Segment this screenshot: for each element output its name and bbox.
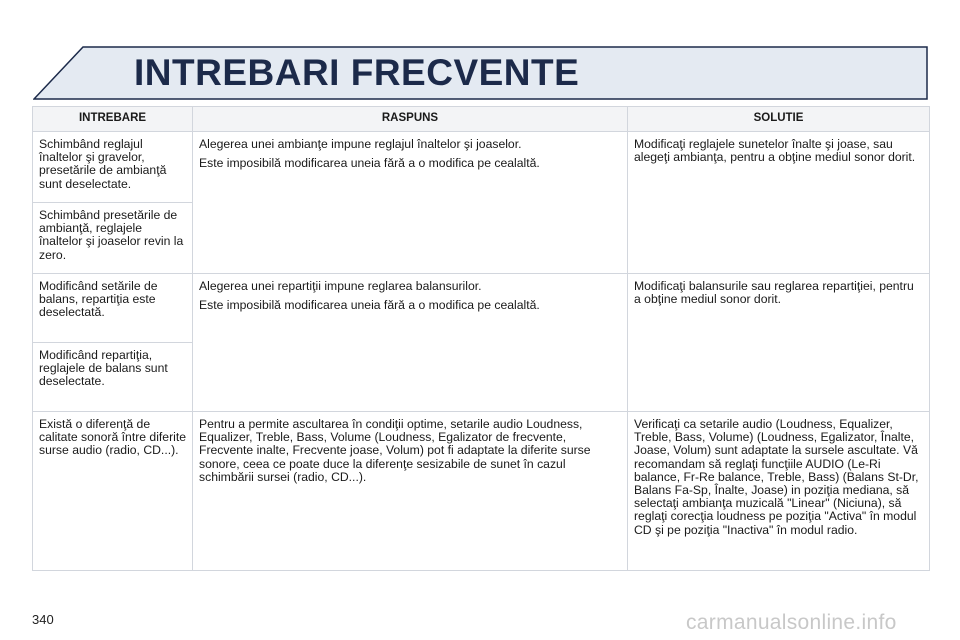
- solution-cell: [628, 412, 930, 571]
- question-cell: [33, 343, 193, 412]
- solution-cell: [628, 274, 930, 412]
- question-text: Modificând setările de balans, repartiţia este deselectată.: [39, 279, 158, 320]
- answer-cell: [193, 412, 628, 571]
- answer-text: Este imposibilă modificarea uneia fără a o modifica pe cealaltă.: [199, 156, 540, 171]
- question-text: Schimbând presetările de ambianţă, reglajele înaltelor şi joaselor revin la zero.: [39, 208, 184, 262]
- page-number: 340: [32, 612, 54, 627]
- solution-text: Modificaţi reglajele sunetelor înalte şi joase, sau alegeţi ambianţa, pentru a obţine mediul sonor dorit.: [634, 137, 916, 165]
- question-cell: [33, 274, 193, 343]
- table-header-row: [33, 107, 930, 132]
- solution-text: Verificaţi ca setarile audio (Loudness, Equalizer, Treble, Bass, Volume) (Loudness, Egalizator, Înalte, Joase, Volum) sunt adaptate la sursele ascultate. Vă recomandam să reglaţi funcţiile AUDIO (Le-Ri balance, Fr-Re balance, Treble, Bass) (Balans St-Dr, Balans Fa-Sp, Înalte, Joase) in poziţia mediana, să selectaţi ambianţa muzicală "Linear" (Niciuna), să reglaţi corecţia loudness pe poziţia "Activa" în modul CD şi pe poziţia "Inactiva" în modul radio.: [634, 417, 919, 537]
- answer-text: Alegerea unei repartiţii impune reglarea balansurilor.: [199, 279, 482, 293]
- question-text: Există o diferenţă de calitate sonoră între diferite surse audio (radio, CD...).: [39, 417, 187, 458]
- question-cell: [33, 203, 193, 274]
- answer-cell: [193, 274, 628, 412]
- answer-text: Alegerea unei ambianţe impune reglajul înaltelor şi joaselor.: [199, 137, 522, 151]
- question-text: Modificând repartiţia, reglajele de balans sunt deselectate.: [39, 348, 168, 389]
- page-title: INTREBARI FRECVENTE: [134, 52, 580, 93]
- column-header-raspuns: RASPUNS: [193, 107, 628, 132]
- table-row: [33, 132, 930, 203]
- question-text: Schimbând reglajul înaltelor şi gravelor, presetările de ambianţă sunt deselectate.: [39, 137, 167, 191]
- question-cell: [33, 132, 193, 203]
- question-cell: [33, 412, 193, 571]
- answer-cell: [193, 132, 628, 274]
- table-row: [33, 274, 930, 343]
- column-header-solutie: SOLUTIE: [628, 107, 930, 132]
- answer-text: Pentru a permite ascultarea în condiţii optime, setarile audio Loudness, Equalizer, Treble, Bass, Volume (Loudness, Egalizator de frecvente, Frecvente inalte, Frecvente joase, Volum) pot fi adaptate la diferite surse sonore, ceea ce poate duce la diferenţe sesizabile de sunet în cazul schimbării sursei (radio, CD...).: [199, 417, 591, 484]
- solution-cell: [628, 132, 930, 274]
- answer-text: Este imposibilă modificarea uneia fără a o modifica pe cealaltă.: [199, 298, 540, 313]
- table-row: [33, 412, 930, 571]
- watermark: carmanualsonline.info: [686, 611, 897, 634]
- faq-table: [32, 106, 930, 571]
- column-header-intrebare: INTREBARE: [33, 107, 193, 132]
- solution-text: Modificaţi balansurile sau reglarea repartiţiei, pentru a obţine mediul sonor dorit.: [634, 279, 914, 307]
